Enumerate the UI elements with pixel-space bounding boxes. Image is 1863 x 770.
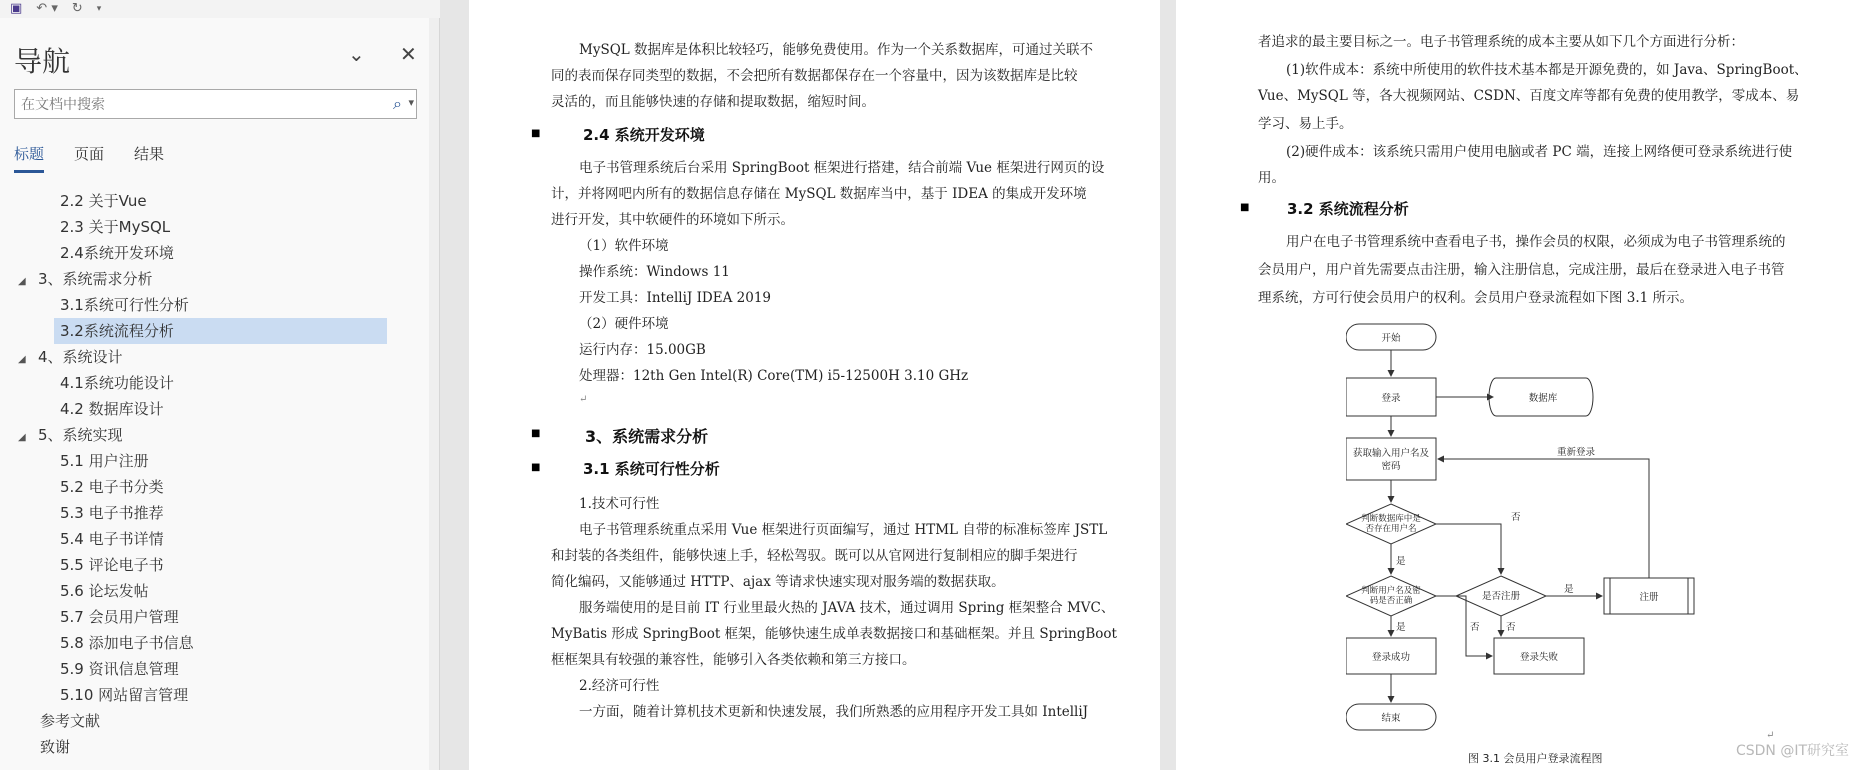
- quick-access-toolbar: [0, 0, 440, 18]
- paragraph-line: 一方面，随着计算机技术更新和快速发展，我们所熟悉的应用程序开发工具如 IntelliJ: [579, 704, 1089, 720]
- search-box[interactable]: [14, 89, 417, 119]
- flow-label: 否: [1506, 622, 1516, 633]
- paragraph-line: (2)硬件成本：该系统只需用户使用电脑或者 PC 端，连接上网络便可登录系统进行使: [1286, 144, 1793, 160]
- paragraph-line: （2）硬件环境: [579, 316, 669, 332]
- tree-item[interactable]: 参考文献: [40, 712, 101, 730]
- undo-icon[interactable]: ↶ ▾: [36, 1, 58, 16]
- paragraph-line: 和封装的各类组件，能够快速上手，轻松驾驭。既可以从官网进行复制相应的脚手架进行: [551, 548, 1078, 564]
- tree-item[interactable]: 2.2 关于Vue: [60, 192, 147, 210]
- paragraph-line: (1)软件成本：系统中所使用的软件技术基本都是开源免费的，如 Java、SpringBoot、: [1286, 62, 1808, 78]
- tree-item[interactable]: 3.1系统可行性分析: [60, 296, 189, 314]
- tree-item[interactable]: 致谢: [40, 738, 71, 756]
- heading-3-2: 3.2 系统流程分析: [1287, 200, 1409, 218]
- flow-label: 是: [1564, 584, 1574, 595]
- document-area[interactable]: [441, 0, 1863, 770]
- flow-label: 否: [1511, 512, 1521, 523]
- paragraph-line: 同的表而保存同类型的数据，不会把所有数据都保存在一个容量中，因为该数据库是比较: [551, 68, 1078, 84]
- tree-item[interactable]: 5.9 资讯信息管理: [60, 660, 179, 678]
- flow-label: 获取输入用户名及: [1352, 448, 1430, 459]
- nav-title: 导航: [14, 45, 71, 78]
- redo-icon[interactable]: ↻: [71, 1, 83, 16]
- flow-label: 是否注册: [1481, 591, 1521, 602]
- flow-label: 登录: [1381, 393, 1401, 404]
- tree-item[interactable]: ◢ 3、系统需求分析: [18, 266, 153, 292]
- collapse-triangle-icon[interactable]: ◢: [18, 432, 26, 443]
- save-icon[interactable]: ▣: [10, 1, 23, 16]
- heading-3-1: 3.1 系统可行性分析: [583, 460, 720, 478]
- search-options-icon[interactable]: ▾: [408, 96, 414, 109]
- paragraph-mark: ↵: [579, 394, 588, 405]
- heading-3: 3、系统需求分析: [585, 427, 709, 446]
- search-input[interactable]: [21, 95, 381, 115]
- heading-bullet: ■: [531, 462, 541, 473]
- heading-bullet: ■: [1240, 202, 1250, 213]
- paragraph-line: 简化编码，又能够通过 HTTP、ajax 等请求快速实现对服务端的数据获取。: [551, 574, 1005, 590]
- paragraph-line: MySQL 数据库是体积比较轻巧，能够免费使用。作为一个关系数据库，可通过关联不: [579, 42, 1094, 58]
- paragraph-line: 运行内存：15.00GB: [579, 342, 706, 358]
- tree-item[interactable]: 5.4 电子书详情: [60, 530, 164, 548]
- tree-item[interactable]: 5.5 评论电子书: [60, 556, 164, 574]
- search-icon[interactable]: ⌕: [393, 94, 402, 113]
- paragraph-line: 框框架具有较强的兼容性，能够引入各类依赖和第三方接口。: [551, 652, 916, 668]
- heading-bullet: ■: [531, 128, 541, 139]
- paragraph-line: 用。: [1258, 170, 1285, 186]
- tab-results[interactable]: 结果: [134, 145, 165, 163]
- close-icon[interactable]: ✕: [400, 42, 417, 66]
- flow-label: 数据库: [1528, 393, 1558, 404]
- paragraph-line: 操作系统：Windows 11: [579, 264, 730, 280]
- flow-label: 否存在用户名: [1365, 524, 1417, 534]
- flow-label: 判断数据库中是: [1361, 514, 1421, 524]
- paragraph-line: MyBatis 形成 SpringBoot 框架，能够快速生成单表数据接口和基础框架。并且 SpringBoot: [551, 626, 1117, 642]
- tree-item[interactable]: 5.1 用户注册: [60, 452, 149, 470]
- tree-item[interactable]: 5.8 添加电子书信息: [60, 634, 194, 652]
- paragraph-line: 计，并将网吧内所有的数据信息存储在 MySQL 数据库当中，基于 IDEA 的集成开发环境: [551, 186, 1087, 202]
- nav-tabs: [14, 143, 164, 173]
- tree-item-selected[interactable]: 3.2系统流程分析: [54, 318, 387, 344]
- tree-item[interactable]: ◢ 4、系统设计: [18, 344, 123, 370]
- chevron-down-icon[interactable]: ⌄: [348, 42, 365, 66]
- tree-item[interactable]: 5.10 网站留言管理: [60, 686, 189, 704]
- collapse-triangle-icon[interactable]: ◢: [18, 276, 26, 287]
- flow-get-input-node: [1346, 438, 1436, 480]
- tree-item[interactable]: 4.2 数据库设计: [60, 400, 164, 418]
- flow-label: 登录成功: [1371, 652, 1411, 663]
- document-page-1[interactable]: [469, 0, 1160, 770]
- paragraph-line: 1.技术可行性: [579, 496, 660, 512]
- heading-2-4: 2.4 系统开发环境: [583, 126, 705, 144]
- paragraph-line: 理系统，方可行使会员用户的权利。会员用户登录流程如下图 3.1 所示。: [1258, 290, 1694, 306]
- flow-label: 结束: [1381, 713, 1401, 724]
- flow-label: 判断用户名及密: [1361, 586, 1421, 596]
- paragraph-line: 处理器：12th Gen Intel(R) Core(TM) i5-12500H 3.10 GHz: [579, 368, 969, 384]
- collapse-triangle-icon[interactable]: ◢: [18, 354, 26, 365]
- paragraph-line: 电子书管理系统重点采用 Vue 框架进行页面编写，通过 HTML 自带的标准标签库 JSTL: [579, 522, 1108, 538]
- tree-item[interactable]: 2.3 关于MySQL: [60, 218, 171, 236]
- navigation-pane: [0, 18, 440, 770]
- heading-tree: [0, 190, 440, 770]
- tree-item[interactable]: 5.6 论坛发帖: [60, 582, 149, 600]
- flow-label: 密码: [1381, 461, 1401, 472]
- paragraph-line: Vue、MySQL 等，各大视频网站、CSDN、百度文库等都有免费的使用教学，零成本、易: [1258, 88, 1800, 104]
- tree-item[interactable]: 5.7 会员用户管理: [60, 608, 179, 626]
- paragraph-mark: ↵: [1766, 730, 1775, 741]
- paragraph-line: 进行开发，其中软硬件的环境如下所示。: [551, 212, 794, 228]
- tree-item[interactable]: 5.3 电子书推荐: [60, 504, 164, 522]
- tree-item[interactable]: ◢ 5、系统实现: [18, 422, 123, 448]
- flow-label: 开始: [1381, 333, 1401, 344]
- flow-label: 重新登录: [1556, 447, 1596, 458]
- paragraph-line: 者追求的最主要目标之一。电子书管理系统的成本主要从如下几个方面进行分析：: [1258, 34, 1744, 50]
- paragraph-line: 用户在电子书管理系统中查看电子书，操作会员的权限，必须成为电子书管理系统的: [1286, 234, 1786, 250]
- figure-caption: 图 3.1 会员用户登录流程图: [1468, 752, 1603, 765]
- tab-pages[interactable]: 页面: [74, 145, 105, 163]
- paragraph-line: 开发工具：IntelliJ IDEA 2019: [579, 290, 772, 306]
- paragraph-line: （1）软件环境: [579, 238, 669, 254]
- paragraph-line: 会员用户，用户首先需要点击注册，输入注册信息，完成注册，最后在登录进入电子书管: [1258, 262, 1785, 278]
- flow-label: 是: [1396, 556, 1406, 567]
- paragraph-line: 服务端使用的是目前 IT 行业里最火热的 JAVA 技术，通过调用 Spring 框架整合 MVC、: [579, 600, 1115, 616]
- paragraph-line: 灵活的，而且能够快速的存储和提取数据，缩短时间。: [551, 94, 875, 110]
- flow-label: 是: [1396, 622, 1406, 633]
- document-page-2[interactable]: [1176, 0, 1863, 770]
- customize-toolbar-icon[interactable]: ▾: [96, 4, 102, 14]
- tree-item[interactable]: 5.2 电子书分类: [60, 478, 164, 496]
- flow-label: 码是否正确: [1369, 596, 1413, 606]
- paragraph-line: 学习、易上手。: [1258, 116, 1353, 132]
- flow-label: 登录失败: [1519, 652, 1559, 663]
- tree-item[interactable]: 4.1系统功能设计: [60, 374, 174, 392]
- flow-label: 否: [1470, 622, 1480, 633]
- flow-label: 注册: [1639, 592, 1659, 603]
- heading-bullet: ■: [531, 428, 541, 439]
- nav-scrollbar[interactable]: [429, 18, 439, 770]
- tab-headings[interactable]: 标题: [14, 143, 44, 173]
- login-flowchart: [1346, 318, 1766, 738]
- watermark: CSDN @IT研究室: [1735, 743, 1849, 759]
- paragraph-line: 2.经济可行性: [579, 678, 660, 694]
- paragraph-line: 电子书管理系统后台采用 SpringBoot 框架进行搭建，结合前端 Vue 框架进行网页的设: [579, 160, 1105, 176]
- tree-item[interactable]: 2.4系统开发环境: [60, 244, 174, 262]
